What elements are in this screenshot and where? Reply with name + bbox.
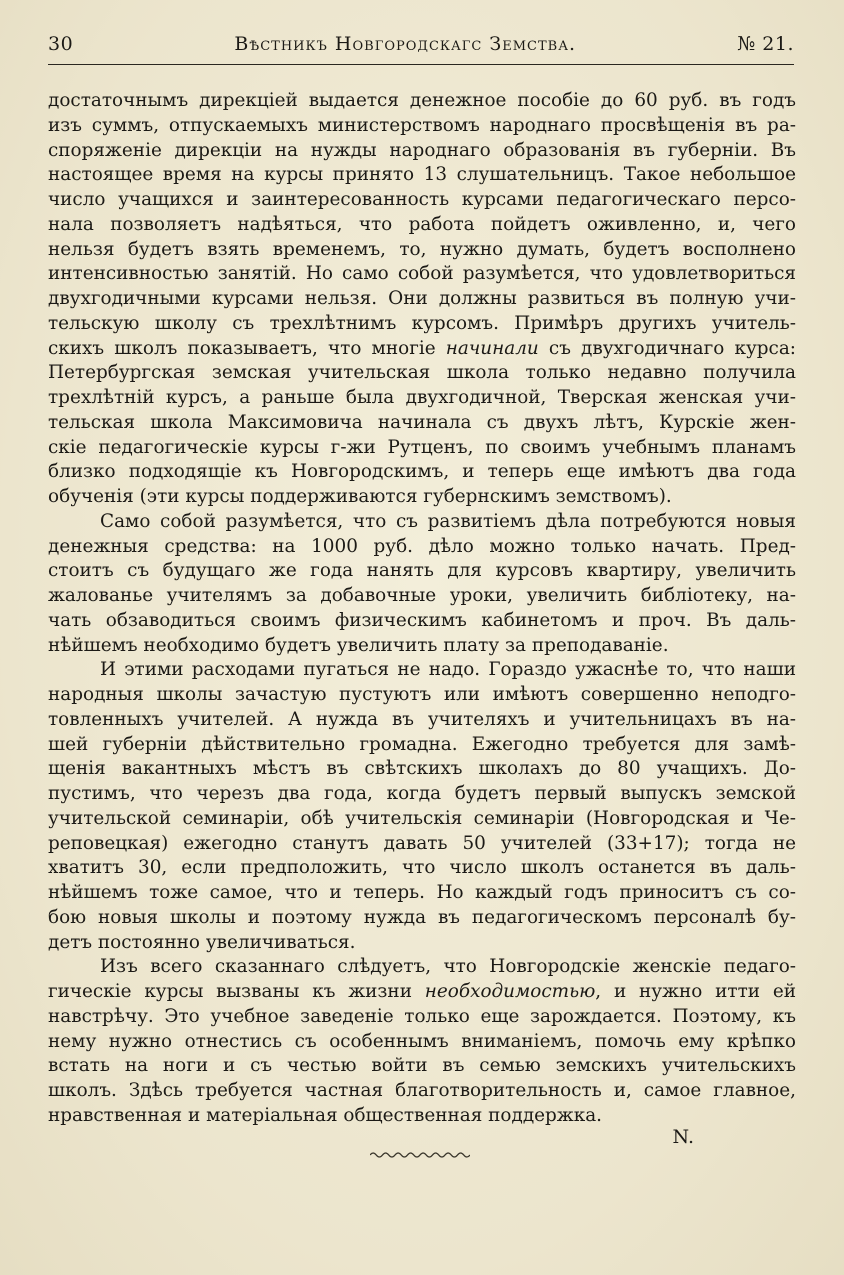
text-line: нравственная и матеріальная общественная поддержка. — [48, 1104, 603, 1126]
text-line: скихъ школъ показываетъ, что многіе начинали съ двухгодичнаго курса: — [48, 337, 796, 359]
text-line: обученія (эти курсы поддерживаются губернскимъ земствомъ). — [48, 486, 672, 507]
text-line: нельзя будетъ взять временемъ, то, нужно думать, будетъ восполнено — [48, 238, 796, 260]
text-line: чать обзаводиться своимъ физическимъ кабинетомъ и проч. Въ даль- — [48, 609, 796, 631]
paragraph — [48, 510, 796, 659]
text-line: реповецкая) ежегодно станутъ давать 50 учителей (33+17); тогда не — [48, 832, 796, 854]
text-line: тельскую школу съ трехлѣтнимъ курсомъ. Примѣръ другихъ учитель- — [48, 312, 796, 334]
article-body — [48, 89, 796, 1129]
text-line: число учащихся и заинтересованность курсами педагогическаго персо- — [48, 189, 796, 210]
paragraph — [48, 89, 796, 510]
text-line: щенія вакантныхъ мѣстъ въ свѣтскихъ школахъ до 80 учащихъ. До- — [48, 758, 796, 780]
header-rule — [48, 64, 794, 65]
running-head — [48, 33, 794, 63]
text-line: двухгодичными курсами нельзя. Они должны развиться въ полную учи- — [48, 288, 796, 309]
text-line: Само собой разумѣется, что съ развитіемъ дѣла потребуются новыя — [100, 510, 796, 532]
text-line: денежныя средства: на 1000 руб. дѣло можно только начать. Пред- — [48, 535, 796, 557]
text-line: тельская школа Максимовича начинала съ двухъ лѣтъ, Курскіе жен- — [48, 411, 796, 433]
text-line: навстрѣчу. Это учебное заведеніе только еще зарождается. Поэтому, къ — [48, 1005, 796, 1027]
author-signature: N. — [672, 1126, 694, 1148]
text-line: детъ постоянно увеличиваться. — [48, 931, 356, 953]
text-line: достаточнымъ дирекціей выдается денежное пособіе до 60 руб. въ годъ — [48, 90, 796, 111]
text-line: нему нужно отнестись съ особеннымъ вниманіемъ, помочь ему крѣпко — [48, 1030, 796, 1052]
text-line: гическіе курсы вызваны къ жизни необходимостью, и нужно итти ей — [48, 981, 796, 1002]
text-line: жалованье учителямъ за добавочные уроки, увеличить библіотеку, на- — [48, 585, 796, 606]
text-line: шей губерніи дѣйствительно громадна. Ежегодно требуется для замѣ- — [48, 733, 796, 755]
text-line: пустимъ, что черезъ два года, когда будетъ первый выпускъ земской — [48, 783, 796, 804]
text-line: школъ. Здѣсь требуется частная благотворительность и, самое главное, — [48, 1080, 796, 1101]
issue-number: № 21. — [737, 33, 794, 55]
text-line: настоящее время на курсы принято 13 слушательницъ. Такое небольшое — [48, 164, 796, 186]
end-ornament — [370, 1150, 470, 1160]
text-line: Изъ всего сказаннаго слѣдуетъ, что Новгородскіе женскіе педаго- — [100, 956, 796, 978]
text-line: учительской семинаріи, обѣ учительскія семинаріи (Новгородская и Че- — [48, 807, 796, 829]
text-line: споряженіе дирекціи на нужды народнаго образованія въ губерніи. Въ — [48, 139, 796, 161]
paragraph — [48, 658, 796, 955]
text-line: нала позволяетъ надѣяться, что работа пойдетъ оживленно, и, чего — [48, 213, 796, 235]
text-line: бою новыя школы и поэтому нужда въ педагогическомъ персоналѣ бу- — [48, 906, 796, 928]
text-line: Петербургская земская учительская школа только недавно получила — [48, 362, 796, 384]
text-line: близко подходящіе къ Новгородскимъ, и теперь еще имѣютъ два года — [48, 461, 796, 483]
paragraph — [48, 955, 796, 1128]
text-line: товленныхъ учителей. А нужда въ учителяхъ и учительницахъ въ на- — [48, 708, 796, 730]
text-line: хватитъ 30, если предположить, что число школъ останется въ даль- — [48, 857, 796, 879]
journal-title: Вѣстникъ Новгородскагс Земства. — [234, 33, 577, 55]
text-line: нѣйшемъ тоже самое, что и теперь. Но каждый годъ приноситъ съ со- — [48, 882, 796, 903]
text-line: народныя школы зачастую пустуютъ или имѣютъ совершенно неподго- — [48, 684, 796, 705]
text-line: нѣйшемъ необходимо будетъ увеличить плату за преподаваніе. — [48, 634, 669, 656]
text-line: скіе педагогическіе курсы г-жи Рутценъ, по своимъ учебнымъ планамъ — [48, 436, 796, 458]
text-line: стоитъ съ будущаго же года нанять для курсовъ квартиру, увеличить — [48, 560, 796, 582]
text-line: И этими расходами пугаться не надо. Гораздо ужаснѣе то, что наши — [100, 659, 796, 681]
text-line: изъ суммъ, отпускаемыхъ министерствомъ народнаго просвѣщенія въ ра- — [48, 114, 796, 136]
text-line: трехлѣтній курсъ, а раньше была двухгодичной, Тверская женская учи- — [48, 387, 796, 408]
page-number: 30 — [48, 33, 74, 55]
text-line: интенсивностью занятій. Но само собой разумѣется, что удовлетвориться — [48, 263, 796, 285]
text-line: встать на ноги и съ честью войти въ семью земскихъ учительскихъ — [48, 1055, 796, 1077]
